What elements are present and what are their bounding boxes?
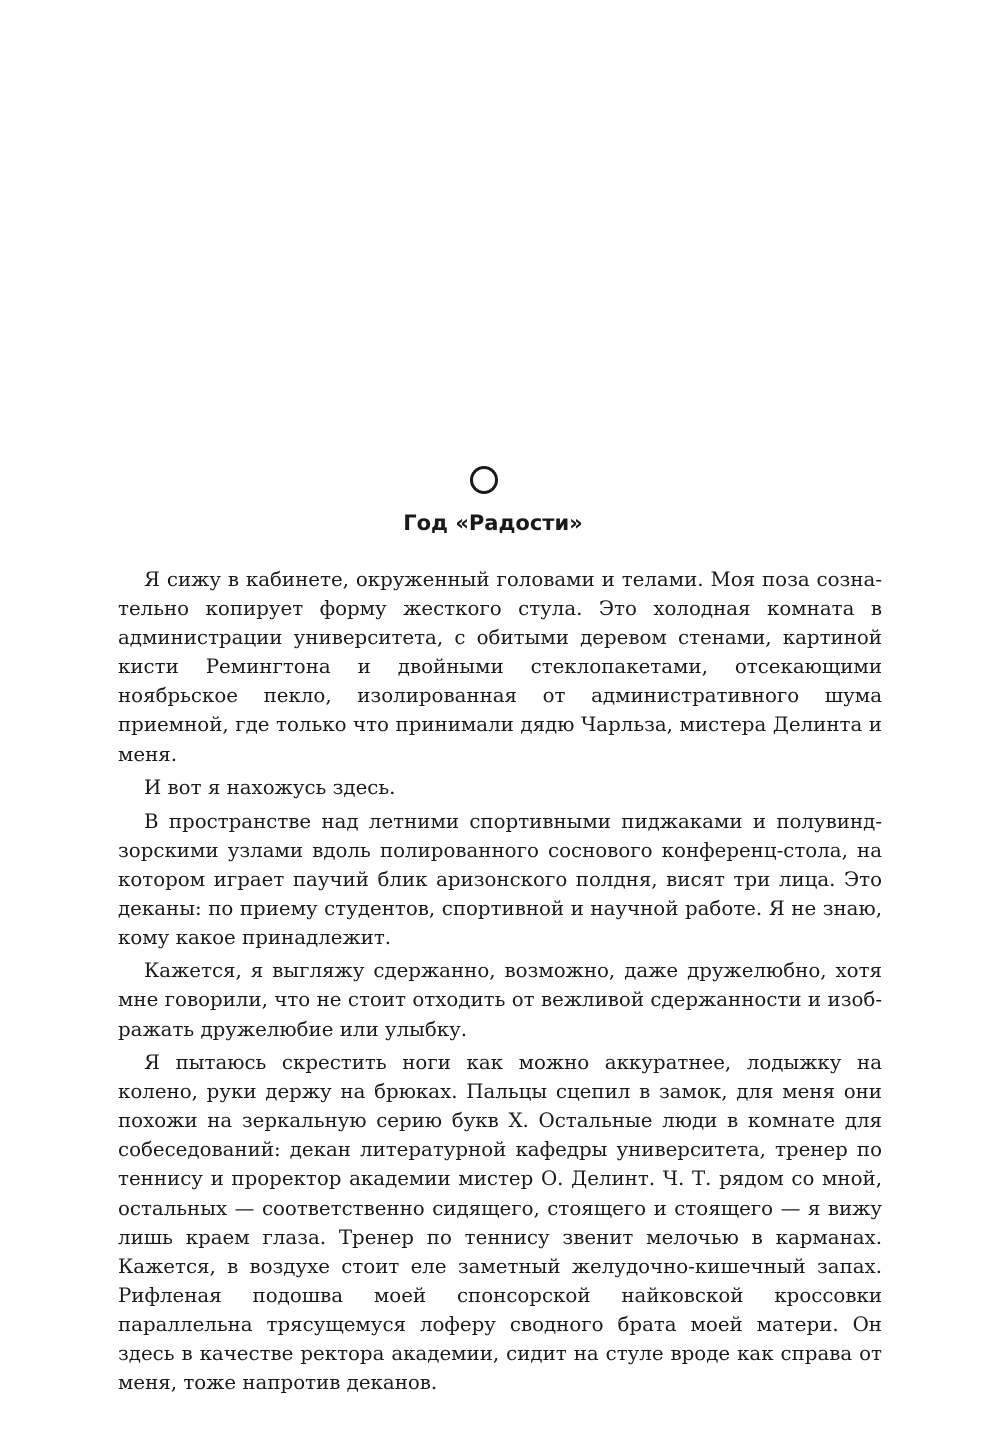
chapter-title: Год «Радости» (403, 511, 583, 535)
circle-ornament-icon (469, 465, 499, 495)
paragraph-4: Кажется, я выгляжу сдержанно, возможно, даже дружелюбно, хотя мне говорили, что не стоит отходить от вежливой сдержанности и изображать дружелюбие или улыбку. (118, 959, 882, 1041)
paragraph-5: Я пытаюсь скрестить ноги как можно аккуратнее, лодыжку на колено, руки держу на брюках. Пальцы сцепил в замок, для меня они похожи на зеркальную серию букв X. Остальные люди в комнате для собеседований: декан литературной кафедры университета, тренер по теннису и проректор академии мистер О. Делинт. Ч. Т. рядом со мной, остальных — соответственно сидящего, стоящего и стоящего — я вижу лишь краем глаза. Тренер по теннису звенит мелочью в карманах. Кажется, в воздухе стоит еле заметный желудочно-кишечный запах. Рифленая подошва моей спонсорской найковской кроссовки параллельна трясущемуся лоферу сводного брата моей матери. Он здесь в качестве ректора академии, сидит на стуле вроде как справа от меня, тоже напротив деканов. (118, 1051, 882, 1395)
paragraph-3: В пространстве над летними спортивными пиджаками и полувиндзорскими узлами вдоль полированного соснового конференц-стола, на котором играет паучий блик аризонского полдня, висят три лица. Это деканы: по приему студентов, спортивной и научной работе. Я не знаю, кому какое принадлежит. (118, 809, 882, 949)
body-text (118, 565, 882, 1402)
paragraph-1: Я сижу в кабинете, окруженный головами и телами. Моя поза сознательно копирует форму жесткого стула. Это холодная комната в администрации университета, с обитыми деревом стенами, картиной кисти Ремингтона и двойными стеклопакетами, отсекающими ноябрьское пекло, изолированная от административного шума приемной, где только что принимали дядю Чарльза, мистера Делинта и меня. (118, 568, 882, 766)
paragraph-2: И вот я нахожусь здесь. (144, 776, 396, 800)
